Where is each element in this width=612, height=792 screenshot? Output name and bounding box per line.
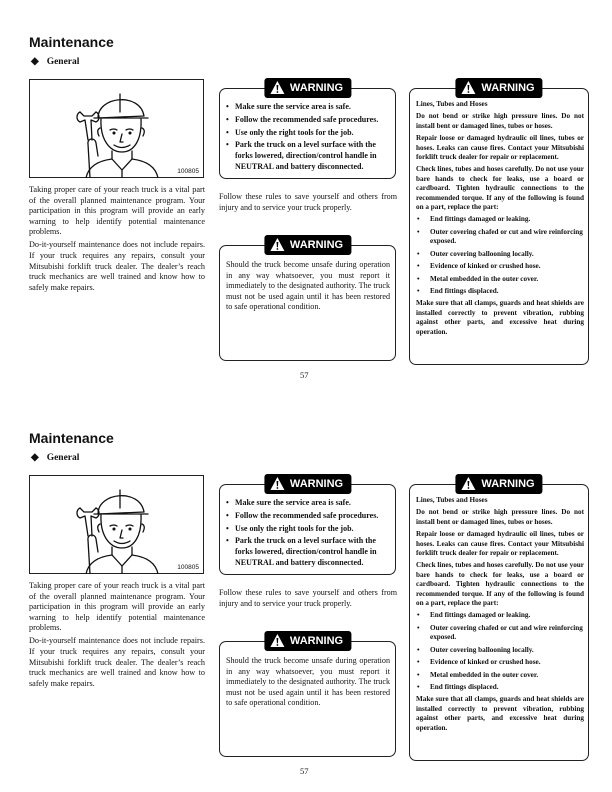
- page-number: 57: [300, 370, 309, 380]
- section-title: Maintenance: [29, 430, 114, 446]
- warning-paragraph: Do not bend or strike high pressure lines. Do not install bent or damaged lines, tubes or hoses.: [416, 112, 584, 130]
- list-item: • End fittings damaged or leaking.: [416, 611, 584, 620]
- page-number: 57: [300, 766, 309, 776]
- warning-label: [455, 78, 542, 98]
- warning-label: [264, 631, 351, 651]
- list-item: • Outer covering ballooning locally.: [416, 646, 584, 655]
- list-item: • Metal embedded in the outer cover.: [416, 671, 584, 680]
- warning-box-safety-rules: [219, 82, 396, 179]
- mechanic-figure: [29, 79, 204, 178]
- warning-triangle-icon: [460, 476, 476, 491]
- warning-paragraph: Make sure that all clamps, guards and heat shields are installed correctly to prevent vibration, rubbing against other parts, and excessive heat during operation.: [416, 299, 584, 336]
- warning-label-text: WARNING: [289, 239, 344, 251]
- warning-triangle-icon: [460, 80, 476, 95]
- list-item: • Evidence of kinked or crushed hose.: [416, 262, 584, 271]
- warning-triangle-icon: [269, 237, 285, 252]
- section-title: Maintenance: [29, 34, 114, 50]
- mechanic-with-wrench-icon: [68, 82, 168, 178]
- warning-paragraph: Do not bend or strike high pressure lines. Do not install bent or damaged lines, tubes or hoses.: [416, 508, 584, 526]
- warning-triangle-icon: [269, 476, 285, 491]
- list-item: • End fittings damaged or leaking.: [416, 215, 584, 224]
- follow-rules-text: Follow these rules to save yourself and others from injury and to service your truck properly.: [219, 192, 397, 212]
- warning-heading: Lines, Tubes and Hoses: [416, 496, 488, 504]
- list-item: • Outer covering chafed or cut and wire reinforcing exposed.: [416, 624, 584, 643]
- figure-code: 100805: [177, 564, 199, 571]
- list-item: • Park the truck on a level surface with the forks lowered, direction/control handle in NEUTRAL and battery disconnected.: [226, 536, 391, 568]
- warning-paragraph: Make sure that all clamps, guards and heat shields are installed correctly to prevent vibration, rubbing against other parts, and excessive heat during operation.: [416, 695, 584, 732]
- subsection-heading: [31, 452, 79, 463]
- list-item: • Metal embedded in the outer cover.: [416, 275, 584, 284]
- warning-label: [264, 474, 351, 494]
- intro-paragraph: Do-it-yourself maintenance does not include repairs. If your truck requires any repairs, consult your Mitsubishi forklift truck dealer. The dealer’s reach truck mechanics are well trained and know how to safely make repairs.: [29, 636, 205, 688]
- diamond-bullet-icon: ◆: [31, 56, 39, 67]
- warning-label: [264, 78, 351, 98]
- list-item: • Outer covering chafed or cut and wire reinforcing exposed.: [416, 228, 584, 247]
- mechanic-with-wrench-icon: [68, 478, 168, 574]
- warning-label-text: WARNING: [289, 478, 344, 490]
- intro-text: [29, 185, 205, 296]
- warning-paragraph: Check lines, tubes and hoses carefully. Do not use your bare hands to check for leaks, use a board or cardboard. Tighten hydraulic connections to the recommended torque. If any of the following is found on a part, replace the part:: [416, 561, 584, 608]
- list-item: • End fittings displaced.: [416, 683, 584, 692]
- subsection-title: General: [46, 452, 80, 463]
- page-half-bottom: [0, 396, 612, 792]
- intro-text: [29, 581, 205, 692]
- warning-text: Should the truck become unsafe during operation in any way whatsoever, you must report it immediately to the designated authority. The truck must not be used again until it has been restored to safe operational condition.: [226, 260, 390, 312]
- list-item: • Use only the right tools for the job.: [226, 128, 391, 139]
- list-item: • Make sure the service area is safe.: [226, 498, 391, 509]
- warning-box-unsafe-truck: [219, 635, 396, 757]
- warning-triangle-icon: [269, 80, 285, 95]
- warning-label: [264, 235, 351, 255]
- warning-paragraph: Check lines, tubes and hoses carefully. Do not use your bare hands to check for leaks, use a board or cardboard. Tighten hydraulic connections to the recommended torque. If any of the following is found on a part, replace the part:: [416, 165, 584, 212]
- subsection-heading: [31, 56, 79, 67]
- follow-rules-text: Follow these rules to save yourself and others from injury and to service your truck properly.: [219, 588, 397, 608]
- warning-label-text: WARNING: [481, 478, 535, 490]
- warning-heading: Lines, Tubes and Hoses: [416, 100, 488, 108]
- mechanic-figure: [29, 475, 204, 574]
- intro-paragraph: Do-it-yourself maintenance does not include repairs. If your truck requires any repairs, consult your Mitsubishi forklift truck dealer. The dealer’s reach truck mechanics are well trained and know how to safely make repairs.: [29, 240, 205, 292]
- figure-code: 100805: [177, 168, 199, 175]
- warning-box-safety-rules: [219, 478, 396, 575]
- warning-paragraph: Repair loose or damaged hydraulic oil lines, tubes or hoses. Leaks can cause fires. Contact your Mitsubishi forklift truck dealer for repair or replacement.: [416, 530, 584, 558]
- intro-paragraph: Taking proper care of your reach truck is a vital part of the overall planned maintenance program. Your participation in this program will provide an early warning to help identify potential maintenance problems.: [29, 581, 205, 633]
- warning-label-text: WARNING: [481, 82, 535, 94]
- warning-paragraph: Repair loose or damaged hydraulic oil lines, tubes or hoses. Leaks can cause fires. Contact your Mitsubishi forklift truck dealer for repair or replacement.: [416, 134, 584, 162]
- warning-label: [455, 474, 542, 494]
- intro-paragraph: Taking proper care of your reach truck is a vital part of the overall planned maintenance program. Your participation in this program will provide an early warning to help identify potential maintenance problems.: [29, 185, 205, 237]
- list-item: • Evidence of kinked or crushed hose.: [416, 658, 584, 667]
- warning-triangle-icon: [269, 633, 285, 648]
- warning-text: Should the truck become unsafe during operation in any way whatsoever, you must report it immediately to the designated authority. The truck must not be used again until it has been restored to safe operational condition.: [226, 656, 390, 708]
- warning-box-lines-hoses: [409, 82, 589, 365]
- list-item: • Make sure the service area is safe.: [226, 102, 391, 113]
- warning-label-text: WARNING: [289, 635, 344, 647]
- diamond-bullet-icon: ◆: [31, 452, 39, 463]
- list-item: • Use only the right tools for the job.: [226, 524, 391, 535]
- list-item: • Follow the recommended safe procedures.: [226, 115, 391, 126]
- warning-box-lines-hoses: [409, 478, 589, 761]
- warning-box-unsafe-truck: [219, 239, 396, 361]
- list-item: • End fittings displaced.: [416, 287, 584, 296]
- list-item: • Park the truck on a level surface with the forks lowered, direction/control handle in NEUTRAL and battery disconnected.: [226, 140, 391, 172]
- list-item: • Outer covering ballooning locally.: [416, 250, 584, 259]
- list-item: • Follow the recommended safe procedures.: [226, 511, 391, 522]
- subsection-title: General: [46, 56, 80, 67]
- warning-label-text: WARNING: [289, 82, 344, 94]
